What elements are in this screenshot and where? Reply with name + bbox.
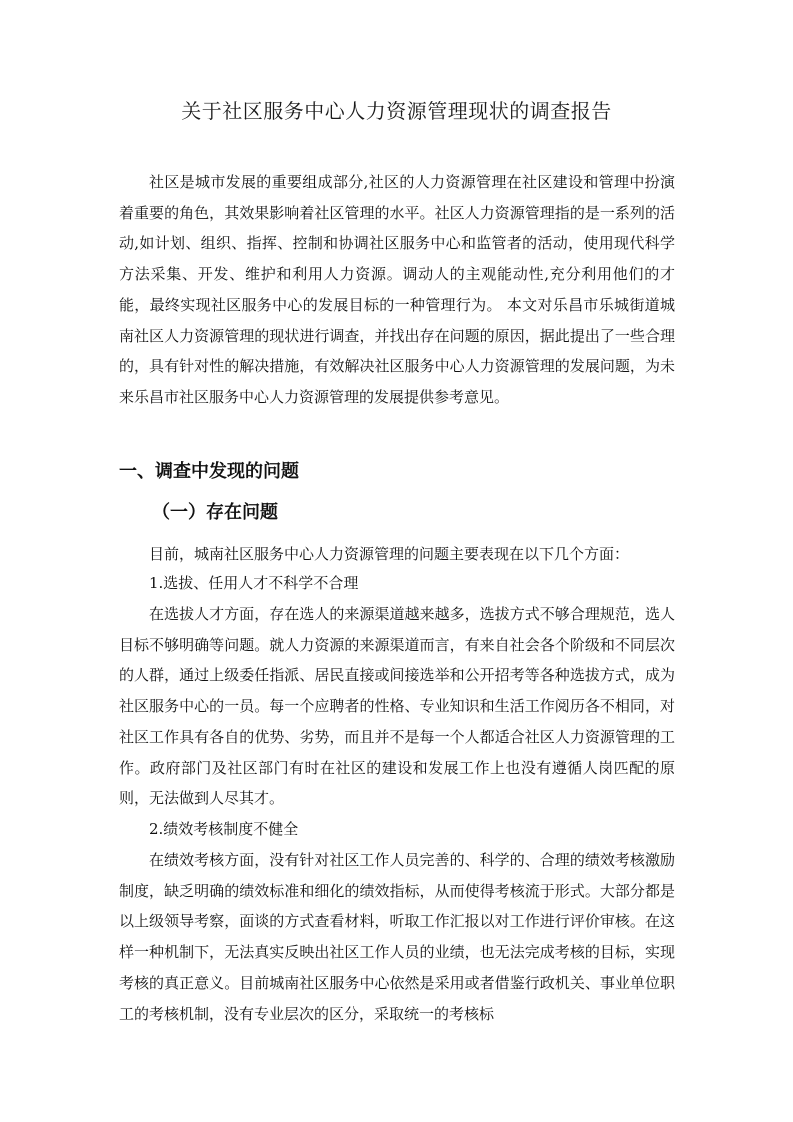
intro-paragraph: 社区是城市发展的重要组成部分,社区的人力资源管理在社区建设和管理中扮演着重要的角色，其效果影响着社区管理的水平。社区人力资源管理指的是一系列的活动,如计划、组织、指挥、控制和协调社区服务中心和监管者的活动，使用现代科学方法采集、开发、维护和利用人力资源。调动人的主观能动性,充分利用他们的才能，最终实现社区服务中心的发展目标的一种管理行为。 本文对乐昌市乐城街道城南社区人力资源管理的现状进行调查，并找出存在问题的原因，据此提出了一些合理的，具有针对性的解决措施，有效解决社区服务中心人力资源管理的发展问题，为未来乐昌市社区服务中心人力资源管理的发展提供参考意见。 — [119, 173, 675, 406]
lead-section — [119, 539, 675, 570]
item1-paragraph: 在选拔人才方面，存在选人的来源渠道越来越多，选拔方式不够合理规范，选人目标不够明确等问题。就人力资源的来源渠道而言，有来自社会各个阶级和不同层次的人群，通过上级委任指派、居民直接或间接选举和公开招考等各种选拔方式，成为社区服务中心的一员。每一个应聘者的性格、专业知识和生活工作阅历各不相同，对社区工作具有各自的优势、劣势，而且并不是每一个人都适合社区人力资源管理的工作。政府部门及社区部门有时在社区的建设和发展工作上也没有遵循人岗匹配的原则，无法做到人尽其才。 — [119, 605, 675, 808]
subsection-heading: （一）存在问题 — [152, 502, 278, 523]
item1-heading: 1.选拔、任用人才不科学不合理 — [149, 574, 359, 592]
item2-paragraph: 在绩效考核方面，没有针对社区工作人员完善的、科学的、合理的绩效考核激励制度，缺乏明确的绩效标准和细化的绩效指标，从而使得考核流于形式。大部分都是以上级领导考察，面谈的方式查看材料，听取工作汇报以对工作进行评价审核。在这样一种机制下，无法真实反映出社区工作人员的业绩，也无法完成考核的目标，实现考核的真正意义。目前城南社区服务中心依然是采用或者借鉴行政机关、事业单位职工的考核机制，没有专业层次的区分，采取统一的考核标 — [119, 851, 675, 1023]
item1-section — [119, 599, 675, 814]
lead-paragraph: 目前，城南社区服务中心人力资源管理的问题主要表现在以下几个方面： — [149, 545, 630, 563]
intro-section — [119, 167, 675, 413]
item2-section — [119, 845, 675, 1029]
item2-heading: 2.绩效考核制度不健全 — [149, 820, 299, 838]
section-heading: 一、调查中发现的问题 — [119, 461, 299, 482]
document-title: 关于社区服务中心人力资源管理现状的调查报告 — [181, 99, 612, 123]
